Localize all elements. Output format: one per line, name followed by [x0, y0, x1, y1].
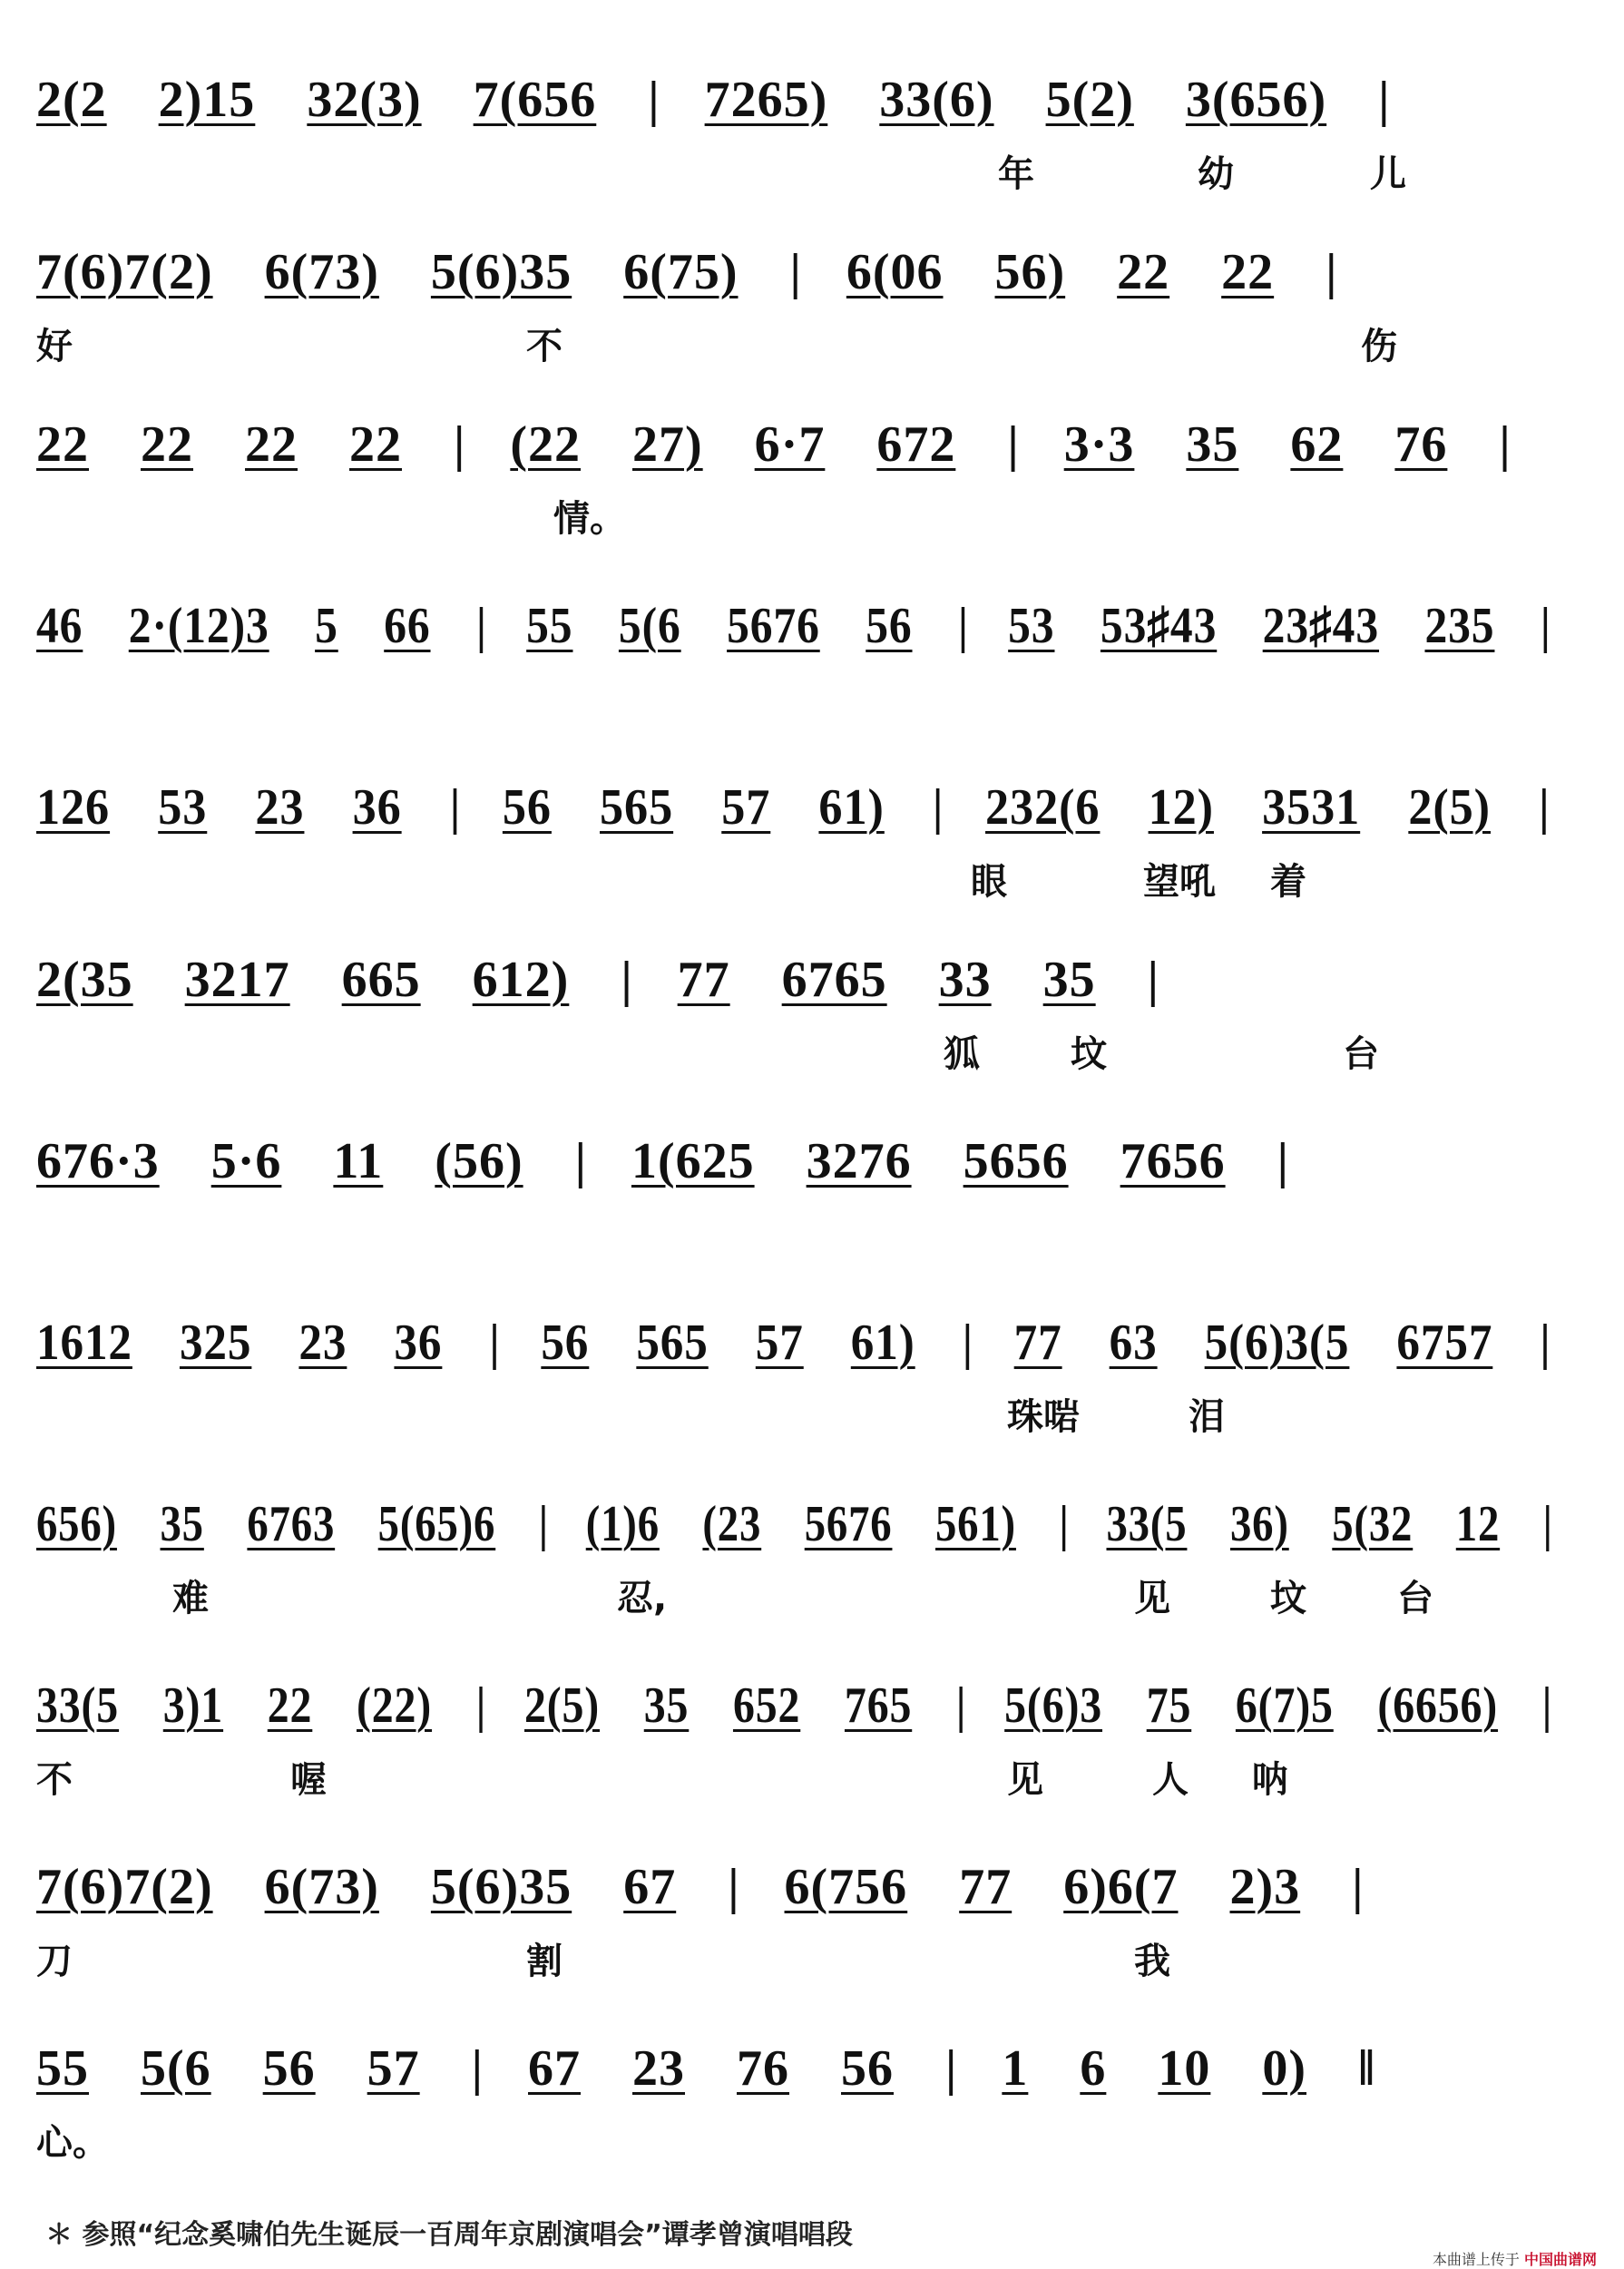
bar-line: |: [1352, 1859, 1365, 1915]
lyric: 喔: [290, 1759, 327, 1801]
staff-system-1: [36, 36, 1597, 195]
note-group: 23♯43: [1262, 598, 1380, 654]
note-group: 53: [158, 779, 208, 836]
note-group: 22: [36, 416, 89, 473]
note-group: 765: [844, 1677, 913, 1734]
note-group: 23: [632, 2040, 685, 2097]
bar-line: |: [1540, 598, 1551, 654]
bar-line: |: [1499, 416, 1511, 473]
note-group: 6(756: [784, 1859, 908, 1915]
note-group: 67: [623, 1859, 677, 1915]
note-group: 12): [1148, 779, 1214, 836]
note-group: 232(6: [985, 779, 1101, 836]
note-group: 23: [298, 1315, 347, 1371]
note-group: 6765: [781, 952, 887, 1008]
note-group: 10: [1158, 2040, 1211, 2097]
note-group: 7265): [704, 72, 828, 128]
lyric: 人: [1152, 1759, 1189, 1801]
note-group: 3(656): [1185, 72, 1327, 128]
note-group: 5(2): [1045, 72, 1134, 128]
note-group: 6·7: [754, 416, 826, 473]
note-group: 36): [1229, 1496, 1289, 1552]
staff-system-11: [36, 1824, 1597, 1982]
note-group: 6(06: [846, 244, 944, 300]
lyric: 望吼: [1143, 861, 1216, 903]
bar-line: |: [1059, 1496, 1070, 1552]
notation-line: [36, 778, 1579, 836]
note-group: 652: [732, 1677, 801, 1734]
note-group: 77: [1013, 1315, 1062, 1371]
note-group: 56: [541, 1315, 590, 1371]
note-group: 27): [632, 416, 703, 473]
staff-system-12: [36, 2005, 1597, 2164]
lyrics-line: [36, 853, 1597, 903]
bar-line: |: [1007, 416, 1020, 473]
note-group: 325: [179, 1315, 252, 1371]
note-group: 57: [721, 779, 771, 836]
lyric: 不: [526, 326, 563, 367]
note-group: 5(65)6: [377, 1496, 496, 1552]
note-group: 235: [1424, 598, 1495, 654]
bar-line: |: [475, 1677, 487, 1734]
note-group: 2)15: [158, 72, 256, 128]
note-group: 35: [1186, 416, 1239, 473]
lyric: 好: [36, 326, 73, 367]
note-group: 6: [1080, 2040, 1107, 2097]
notation-line: [36, 2039, 1406, 2098]
note-group: 1612: [36, 1315, 132, 1371]
lyric: 台: [1397, 1578, 1433, 1619]
lyric: 坟: [1270, 1578, 1306, 1619]
upload-credit: [1433, 2248, 1597, 2269]
note-group: 5(32: [1332, 1496, 1414, 1552]
staff-system-8: [36, 1279, 1597, 1438]
note-group: 22: [141, 416, 193, 473]
note-group: 656): [36, 1496, 117, 1552]
note-group: (23: [702, 1496, 762, 1552]
note-group: 55: [36, 2040, 89, 2097]
note-group: 36: [352, 779, 402, 836]
note-group: (56): [435, 1133, 523, 1189]
note-group: 61): [818, 779, 885, 836]
bar-line: |: [1541, 1677, 1553, 1734]
note-group: 33(5: [1106, 1496, 1188, 1552]
lyric: 心。: [36, 2122, 109, 2164]
note-group: 75: [1146, 1677, 1192, 1734]
lyric: 年: [998, 153, 1034, 195]
bar-line: |: [471, 2040, 484, 2097]
notation-line: [36, 1314, 1580, 1372]
note-group: 77: [677, 952, 730, 1008]
bar-line: |: [1378, 72, 1391, 128]
note-group: 32(3): [307, 72, 422, 128]
lyric: 难: [172, 1578, 209, 1619]
note-group: 6757: [1396, 1315, 1493, 1371]
note-group: 6(7)5: [1235, 1677, 1334, 1734]
note-group: 6)6(7: [1063, 1859, 1179, 1915]
note-group: 22: [349, 416, 402, 473]
lyric: 情。: [553, 498, 626, 540]
note-group: 5676: [804, 1496, 893, 1552]
lyrics-line: [36, 1025, 1597, 1075]
note-group: 77: [959, 1859, 1013, 1915]
bar-line: |: [1277, 1133, 1289, 1189]
lyric: 我: [1134, 1941, 1170, 1982]
note-group: 56): [994, 244, 1066, 300]
note-group: (22): [356, 1677, 433, 1734]
note-group: 46: [36, 598, 83, 654]
note-group: 56: [841, 2040, 894, 2097]
bar-line: |: [962, 1315, 973, 1371]
staff-system-3: [36, 381, 1597, 540]
note-group: 612): [472, 952, 570, 1008]
note-group: 7(6)7(2): [36, 1859, 213, 1915]
note-group: 3276: [806, 1133, 912, 1189]
notation-line: [36, 416, 1542, 474]
note-group: 2(5): [523, 1677, 601, 1734]
note-group: 676·3: [36, 1133, 160, 1189]
note-group: 12: [1455, 1496, 1501, 1552]
bar-line: |: [1542, 1496, 1553, 1552]
note-group: 5(6)3: [1004, 1677, 1103, 1734]
lyric: 见: [1007, 1759, 1043, 1801]
notation-line: [36, 1495, 1579, 1553]
bar-line: |: [621, 952, 633, 1008]
note-group: 7(656: [473, 72, 597, 128]
note-group: 36: [394, 1315, 443, 1371]
bar-line: |: [489, 1315, 501, 1371]
staff-system-5: [36, 744, 1597, 903]
note-group: 5676: [727, 598, 820, 654]
note-group: 5·6: [210, 1133, 282, 1189]
note-group: (22: [510, 416, 581, 473]
lyrics-line: [36, 145, 1597, 195]
note-group: 76: [1394, 416, 1448, 473]
staff-system-9: [36, 1461, 1597, 1619]
notation-line: [36, 951, 1190, 1009]
lyric: 台: [1343, 1033, 1379, 1075]
note-group: 2(2: [36, 72, 107, 128]
lyric: 伤: [1361, 326, 1397, 367]
source-footnote: ＊ 参照“纪念奚啸伯先生诞辰一百周年京剧演唱会”谭孝曾演唱唱段: [45, 2219, 853, 2251]
note-group: 672: [876, 416, 956, 473]
lyrics-line: [36, 1570, 1597, 1619]
notation-line: [36, 597, 1579, 655]
bar-line: |: [1326, 244, 1338, 300]
note-group: 2(5): [1408, 779, 1491, 836]
bar-line: |: [945, 2040, 958, 2097]
note-group: 561): [935, 1496, 1016, 1552]
note-group: 67: [528, 2040, 581, 2097]
note-group: 665: [341, 952, 421, 1008]
note-group: 33: [938, 952, 992, 1008]
note-group: 126: [36, 779, 111, 836]
note-group: 56: [502, 779, 552, 836]
lyric: 割: [526, 1941, 563, 1982]
notation-line: [36, 1677, 1579, 1735]
bar-line: |: [538, 1496, 549, 1552]
credit-prefix: 本曲谱上传于: [1432, 2251, 1520, 2268]
note-group: 53♯43: [1100, 598, 1218, 654]
lyrics-line: [36, 490, 1597, 540]
note-group: 6(73): [264, 244, 379, 300]
note-group: 6(73): [264, 1859, 379, 1915]
note-group: 35: [160, 1496, 204, 1552]
lyric: 不: [36, 1759, 73, 1801]
bar-line: |: [957, 598, 969, 654]
note-group: 2(35: [36, 952, 133, 1008]
note-group: 6763: [247, 1496, 336, 1552]
note-group: 565: [600, 779, 674, 836]
bar-line: |: [454, 416, 466, 473]
note-group: 5656: [963, 1133, 1069, 1189]
lyric: 儿: [1370, 153, 1406, 195]
lyrics-line: [36, 1751, 1597, 1801]
notation-line: [36, 1132, 1320, 1190]
note-group: 3217: [184, 952, 290, 1008]
note-group: 53: [1008, 598, 1055, 654]
note-group: 3)1: [162, 1677, 224, 1734]
notation-line: [36, 71, 1422, 129]
bar-line: |: [1540, 1315, 1551, 1371]
note-group: 5(6)35: [430, 1859, 572, 1915]
staff-system-6: [36, 916, 1597, 1075]
note-group: 5(6: [141, 2040, 211, 2097]
note-group: 3·3: [1063, 416, 1135, 473]
staff-system-7: [36, 1098, 1597, 1234]
note-group: 56: [262, 2040, 316, 2097]
lyric: 泪: [1189, 1396, 1225, 1438]
note-group: 5: [315, 598, 338, 654]
note-group: 56: [866, 598, 913, 654]
bar-line: |: [449, 779, 462, 836]
note-group: 11: [333, 1133, 384, 1189]
note-group: 2·(12)3: [128, 598, 269, 654]
bar-line: |: [648, 72, 660, 128]
lyric: 见: [1134, 1578, 1170, 1619]
note-group: 61): [850, 1315, 915, 1371]
bar-line: |: [574, 1133, 587, 1189]
note-group: 5(6)35: [430, 244, 572, 300]
bar-line: |: [1539, 779, 1551, 836]
note-group: 0): [1262, 2040, 1306, 2097]
lyric: 珠啱: [1007, 1396, 1080, 1438]
note-group: (1)6: [585, 1496, 660, 1552]
lyric: 狐: [944, 1033, 980, 1075]
note-group: 7656: [1120, 1133, 1226, 1189]
lyrics-line: [36, 1932, 1597, 1982]
note-group: 22: [1221, 244, 1275, 300]
note-group: 57: [367, 2040, 420, 2097]
note-group: 33(6): [879, 72, 994, 128]
note-group: 35: [1042, 952, 1096, 1008]
bar-line: |: [728, 1859, 740, 1915]
notation-line: [36, 1858, 1394, 1916]
note-group: 22: [267, 1677, 313, 1734]
note-group: 6(75): [623, 244, 739, 300]
bar-line: |: [1147, 952, 1159, 1008]
note-group: 62: [1290, 416, 1344, 473]
staff-system-4: [36, 562, 1597, 699]
lyric: 呐: [1252, 1759, 1288, 1801]
lyric: 着: [1270, 861, 1306, 903]
staff-system-10: [36, 1642, 1597, 1801]
note-group: 57: [755, 1315, 804, 1371]
staff-system-2: [36, 209, 1597, 367]
lyrics-line: [36, 318, 1597, 367]
note-group: 1: [1002, 2040, 1029, 2097]
note-group: 76: [737, 2040, 789, 2097]
note-group: 7(6)7(2): [36, 244, 213, 300]
note-group: 5(6: [618, 598, 681, 654]
site-logo-text: 中国曲谱网: [1523, 2251, 1597, 2268]
bar-line: |: [475, 598, 487, 654]
bar-line: |: [932, 779, 944, 836]
lyric: 忍,: [617, 1578, 668, 1619]
final-bar-line: ‖: [1358, 2040, 1376, 2097]
note-group: (6656): [1377, 1677, 1499, 1734]
note-group: 1(625: [631, 1133, 755, 1189]
note-group: 3531: [1262, 779, 1361, 836]
note-group: 35: [643, 1677, 690, 1734]
note-group: 63: [1109, 1315, 1158, 1371]
note-group: 33(5: [36, 1677, 120, 1734]
note-group: 2)3: [1229, 1859, 1301, 1915]
note-group: 55: [526, 598, 573, 654]
lyric: 幼: [1198, 153, 1234, 195]
note-group: 5(6)3(5: [1204, 1315, 1350, 1371]
lyric: 刀: [36, 1941, 73, 1982]
bar-line: |: [789, 244, 802, 300]
lyrics-line: [36, 1388, 1597, 1438]
lyric: 坟: [1071, 1033, 1107, 1075]
note-group: 565: [636, 1315, 709, 1371]
note-group: 23: [255, 779, 305, 836]
note-group: 66: [384, 598, 431, 654]
lyric: 眼: [971, 861, 1007, 903]
lyrics-line: [36, 2114, 1597, 2164]
notation-line: [36, 243, 1368, 301]
bar-line: |: [955, 1677, 967, 1734]
note-group: 22: [245, 416, 298, 473]
note-group: 22: [1117, 244, 1170, 300]
